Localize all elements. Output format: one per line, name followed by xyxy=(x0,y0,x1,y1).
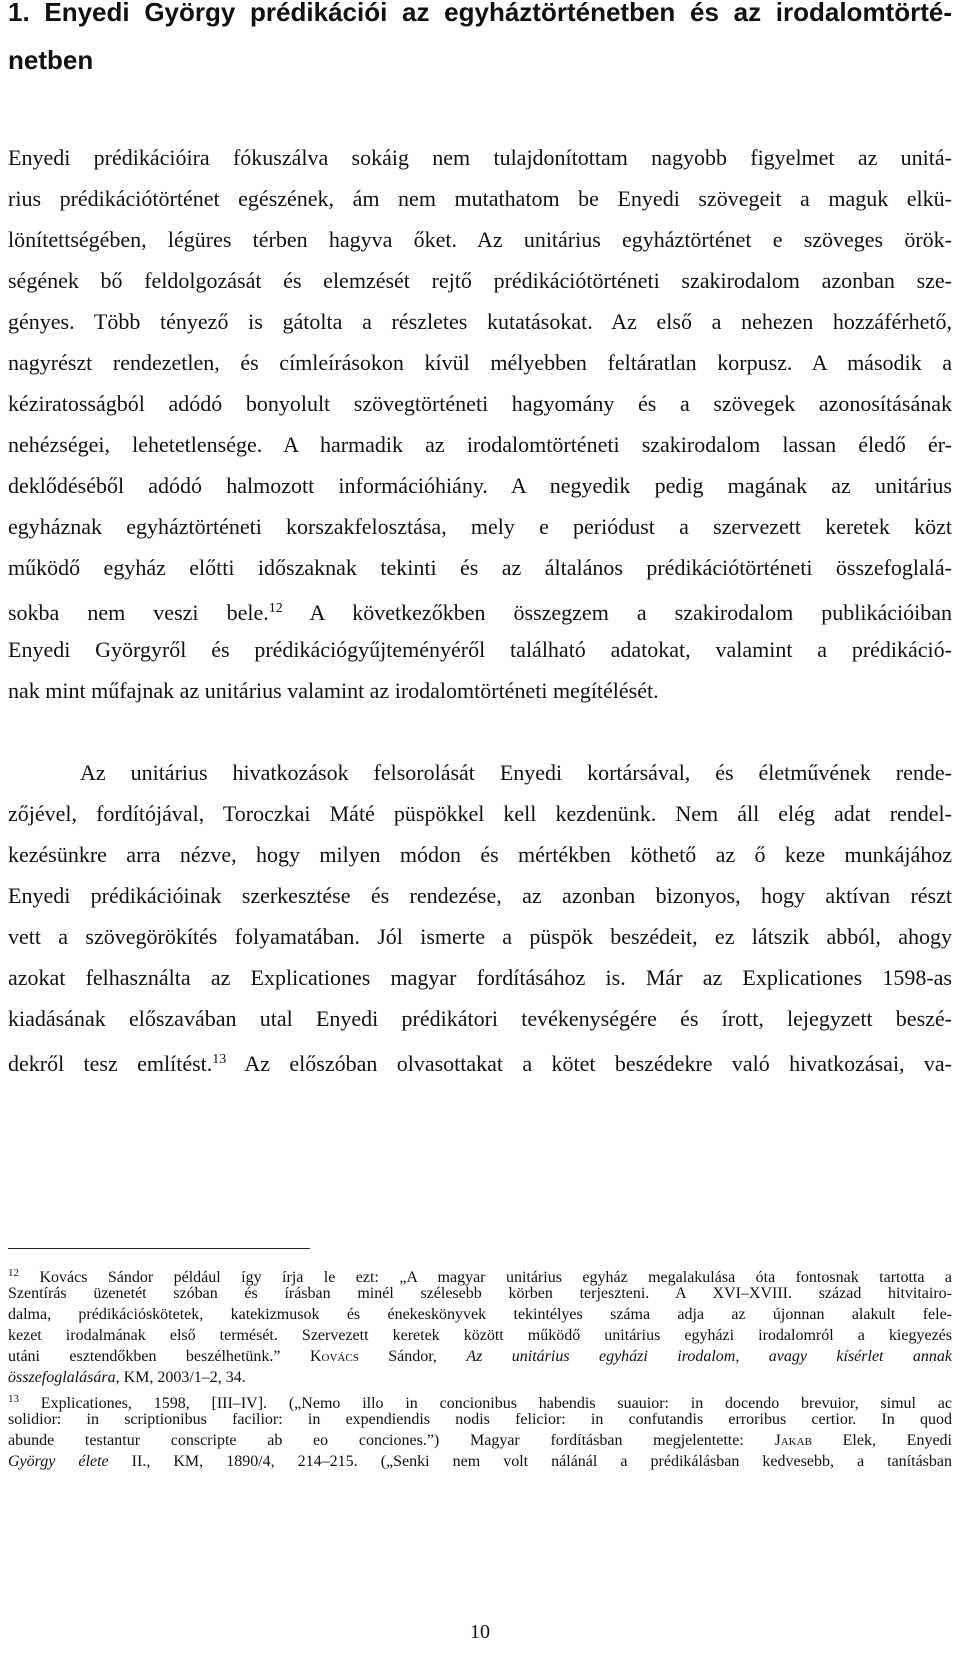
page-number: 10 xyxy=(470,1621,490,1643)
body-text: sokba nem veszi bele. xyxy=(8,600,269,625)
work-title: Az unitárius egyházi irodalom, avagy kísérlet annak xyxy=(466,1348,953,1365)
footnote-text: utáni esztendőkben beszélhetünk.” xyxy=(8,1348,310,1365)
footnote-separator xyxy=(8,1248,310,1249)
body-line: nehézségei, lehetetlensége. A harmadik az irodalomtörténeti szakirodalom lassan éledő ér- xyxy=(8,432,952,457)
body-line: nagyrészt rendezetlen, és címleírásokon kívül mélyebben feltáratlan korpusz. A második a xyxy=(8,350,952,375)
body-line: rius prédikációtörténet egészének, ám nem mutathatom be Enyedi szövegeit a maguk elkü- xyxy=(8,186,952,211)
footnote-ref-12[interactable]: 12 xyxy=(268,601,283,616)
work-title: György élete xyxy=(8,1453,109,1470)
body-text: Az előszóban olvasottakat a kötet beszédekre való hivatkozásai, va- xyxy=(226,1051,952,1076)
footnote-text: Explicationes, 1598, [III–IV]. („Nemo illo in concionibus habendis suauior: in docendo brevuior, simul ac xyxy=(19,1395,952,1412)
body-line: kéziratosságból adódó bonyolult szövegtörténeti hagyomány és a szövegek azonosításának xyxy=(8,391,952,416)
body-line: működő egyház előtti időszaknak tekinti és az általános prédikációtörténeti összefoglalá- xyxy=(8,555,952,580)
work-title: összefoglalására xyxy=(8,1369,116,1386)
body-line: nak mint műfajnak az unitárius valamint az irodalomtörténeti megítélését. xyxy=(8,678,659,703)
body-line: Enyedi Györgyről és prédikációgyűjteményéről található adatokat, valamint a prédikáció- xyxy=(8,637,952,662)
footnote-line: solidior: in scriptionibus facilior: in expendiendis nodis felicior: in confutandis erroribus certior. In quod xyxy=(8,1411,952,1428)
body-line: egyháznak egyháztörténeti korszakfelosztása, mely e periódust a szervezett keretek közt xyxy=(8,514,952,539)
body-line: Enyedi prédikációinak szerkesztése és rendezése, az azonban bizonyos, hogy aktívan részt xyxy=(8,883,952,908)
footnote-text: abunde testantur conscripte ab eo conciones.”) Magyar fordításban megjelentette: xyxy=(8,1432,775,1449)
body-line xyxy=(8,1045,952,1075)
footnote-13 xyxy=(8,1389,952,1412)
footnote-line: Szentírás üzenetét szóban és írásban minél szélesebb körben terjeszteni. A XVI–XVIII. század hitvitairo- xyxy=(8,1285,952,1302)
body-line: zőjével, fordítójával, Toroczkai Máté püspökkel kell kezdenünk. Nem áll elég adat rendel- xyxy=(8,801,952,826)
footnote-number: 12 xyxy=(8,1267,19,1279)
footnote-text: , KM, 2003/1–2, 34. xyxy=(115,1369,246,1386)
footnote-line xyxy=(8,1452,952,1472)
body-line: gényes. Több tényező is gátolta a részletes kutatásokat. Az első a nehezen hozzáférhető, xyxy=(8,309,952,334)
footnote-text: Elek, Enyedi xyxy=(811,1432,953,1449)
author-name: Jakab xyxy=(774,1432,812,1449)
chapter-heading-line-2: netben xyxy=(8,45,94,75)
body-line: vett a szövegörökítés folyamatában. Jól ismerte a püspök beszédeit, ez látszik abból, ahogy xyxy=(8,924,952,949)
footnote-line xyxy=(8,1347,952,1367)
footnote-text: II., KM, 1890/4, 214–215. („Senki nem volt nálánál a prédikálásban kedvesebb, a tanításban xyxy=(108,1453,953,1470)
footnote-text: Sándor, xyxy=(358,1348,467,1365)
body-line: lönítettségében, légüres térben hagyva őket. Az unitárius egyháztörténet e szöveges örök- xyxy=(8,227,952,252)
body-line: kiadásának előszavában utal Enyedi prédikátori tevékenységére és írott, lejegyzett beszé- xyxy=(8,1006,952,1031)
body-line: azokat felhasználta az Explicationes magyar fordításához is. Már az Explicationes 1598-as xyxy=(8,965,952,990)
body-line: deklődéséből adódó halmozott információhiány. A negyedik pedig magának az unitárius xyxy=(8,473,952,498)
body-text: A következőkben összegzem a szakirodalom publikációiban xyxy=(282,600,952,625)
body-line xyxy=(8,594,952,624)
body-text: dekről tesz említést. xyxy=(8,1051,213,1076)
chapter-heading-line-1: 1. Enyedi György prédikációi az egyháztörténetben és az irodalomtörté- xyxy=(8,0,952,27)
footnote-ref-13[interactable]: 13 xyxy=(212,1052,227,1067)
body-line: ségének bő feldolgozását és elemzését rejtő prédikációtörténeti szakirodalom azonban sze- xyxy=(8,268,952,293)
body-line: Enyedi prédikációira fókuszálva sokáig nem tulajdonítottam nagyobb figyelmet az unitá- xyxy=(8,145,952,170)
body-line: kezésünkre arra nézve, hogy milyen módon és mértékben köthető az ő keze munkájához xyxy=(8,842,952,867)
footnote-12 xyxy=(8,1263,952,1286)
footnote-line xyxy=(8,1368,952,1388)
footnote-number: 13 xyxy=(8,1393,19,1405)
body-line: Az unitárius hivatkozások felsorolását Enyedi kortársával, és életművének rende- xyxy=(80,760,952,785)
author-name: Kovács xyxy=(309,1348,359,1365)
footnote-text: Kovács Sándor például így írja le ezt: „A magyar unitárius egyház megalakulása óta fontosnak tartotta a xyxy=(19,1269,952,1286)
footnote-line: kezet irodalmának első termését. Szervezett keretek között működő unitárius egyházi irodalomról a kiegyezés xyxy=(8,1327,952,1344)
footnote-line: dalma, prédikációskötetek, katekizmusok és énekeskönyvek tekintélyes száma adja az újonnan alakult fele- xyxy=(8,1306,952,1323)
footnote-line xyxy=(8,1431,952,1451)
